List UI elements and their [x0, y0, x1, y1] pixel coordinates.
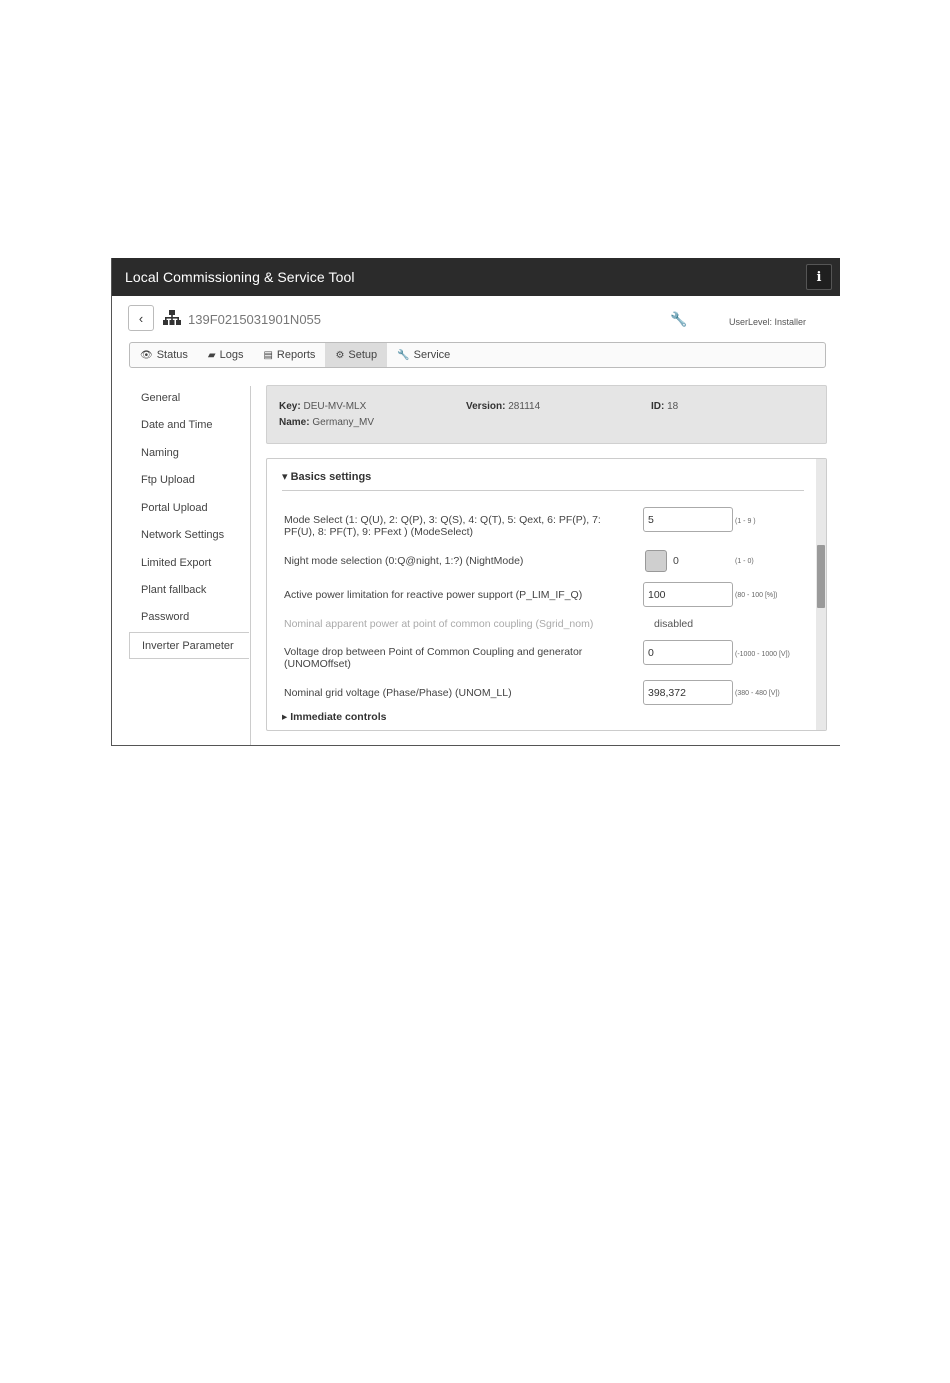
- sidebar-item-password[interactable]: Password: [141, 611, 190, 623]
- parameter-set-info: [266, 385, 827, 444]
- sidebar-item-plant-fallback[interactable]: Plant fallback: [141, 584, 207, 596]
- nominal-grid-voltage-label: Nominal grid voltage (Phase/Phase) (UNOM_LL): [284, 687, 512, 699]
- app-title: Local Commissioning & Service Tool: [125, 269, 355, 285]
- voltage-drop-range: (-1000 - 1000 [V]): [735, 651, 790, 658]
- user-level: UserLevel: Installer: [729, 317, 807, 327]
- settings-scrollbar[interactable]: [816, 459, 826, 730]
- nominal-apparent-power-label: Nominal apparent power at point of common coupling (Sgrid_nom): [284, 618, 594, 630]
- tab-label: Service: [413, 349, 451, 361]
- key-value: DEU-MV-MLX: [303, 401, 367, 412]
- section-divider: [282, 490, 804, 491]
- book-icon: ▰: [207, 349, 216, 361]
- version-label: Version:: [466, 401, 506, 412]
- night-mode-toggle[interactable]: [645, 550, 667, 572]
- sidebar-item-ftp-upload[interactable]: Ftp Upload: [141, 474, 195, 486]
- id-value: 18: [667, 401, 679, 412]
- key-label: Key:: [279, 401, 301, 412]
- nominal-grid-voltage-range: (380 - 480 [V]): [735, 690, 780, 697]
- name-info: [279, 417, 374, 428]
- immediate-controls-toggle[interactable]: ▸ Immediate controls: [282, 711, 387, 723]
- sidebar-item-inverter-parameter[interactable]: Inverter Parameter: [129, 632, 249, 659]
- version-value: 281114: [508, 401, 541, 412]
- mode-select-label: Mode Select (1: Q(U), 2: Q(P), 3: Q(S), 4: Q(T), 5: Qext, 6: PF(P), 7: PF(U), 8: PF(T), 9: PFext ) (ModeSelect): [284, 514, 601, 538]
- eye-icon: 👁: [140, 349, 153, 361]
- wrench-icon: 🔧: [397, 349, 410, 361]
- tab-service[interactable]: [387, 343, 460, 367]
- tab-label: Logs: [219, 349, 244, 361]
- mode-select-input[interactable]: [643, 507, 733, 532]
- active-power-limit-label: Active power limitation for reactive power support (P_LIM_IF_Q): [284, 589, 583, 601]
- scrollbar-thumb[interactable]: [817, 545, 825, 608]
- title-bar: [112, 258, 840, 296]
- settings-panel: [266, 458, 827, 731]
- sidebar-item-network-settings[interactable]: Network Settings: [141, 529, 225, 541]
- back-button[interactable]: ‹: [128, 305, 154, 331]
- tab-reports[interactable]: [253, 343, 325, 367]
- tab-label: Reports: [276, 349, 316, 361]
- mode-select-range: (1 - 9 ): [735, 518, 756, 525]
- key-info: [279, 401, 366, 412]
- active-power-limit-range: (80 - 100 [%]): [735, 592, 778, 599]
- basics-settings-toggle[interactable]: ▾ Basics settings: [282, 471, 372, 483]
- main-tabs: [129, 342, 826, 368]
- voltage-drop-input[interactable]: [643, 640, 733, 665]
- sidebar-item-portal-upload[interactable]: Portal Upload: [141, 502, 208, 514]
- night-mode-label: Night mode selection (0:Q@night, 1:?) (NightMode): [284, 555, 524, 567]
- name-value: Germany_MV: [312, 417, 375, 428]
- night-mode-value: 0: [673, 555, 679, 567]
- id-info: [651, 401, 678, 412]
- wrench-icon: 🔧: [670, 311, 688, 327]
- night-mode-range: (1 - 0): [735, 558, 754, 565]
- sidebar-item-limited-export[interactable]: Limited Export: [141, 557, 212, 569]
- tab-setup[interactable]: [325, 343, 387, 367]
- tab-status[interactable]: [130, 343, 198, 367]
- name-label: Name:: [279, 417, 310, 428]
- nominal-grid-voltage-input[interactable]: [643, 680, 733, 705]
- active-power-limit-input[interactable]: [643, 582, 733, 607]
- tab-label: Status: [156, 349, 188, 361]
- sidebar-item-general[interactable]: General: [141, 392, 181, 404]
- id-label: ID:: [651, 401, 665, 412]
- tab-label: Setup: [348, 349, 378, 361]
- app-window: [111, 258, 840, 746]
- voltage-drop-label: Voltage drop between Point of Common Coupling and generator (UNOMOffset): [284, 646, 583, 670]
- device-row: [112, 296, 840, 338]
- version-info: [466, 401, 540, 412]
- info-button[interactable]: i: [806, 264, 832, 290]
- network-icon: [163, 310, 181, 326]
- document-icon: ▤: [263, 349, 273, 361]
- sidebar-item-date-time[interactable]: Date and Time: [141, 419, 213, 431]
- device-serial: 139F0215031901N055: [188, 312, 322, 327]
- nominal-apparent-power-value: disabled: [654, 618, 694, 630]
- cogs-icon: ⚙: [335, 349, 345, 361]
- tab-logs[interactable]: [198, 343, 254, 367]
- setup-sidebar: [129, 386, 251, 745]
- sidebar-item-naming[interactable]: Naming: [141, 447, 179, 459]
